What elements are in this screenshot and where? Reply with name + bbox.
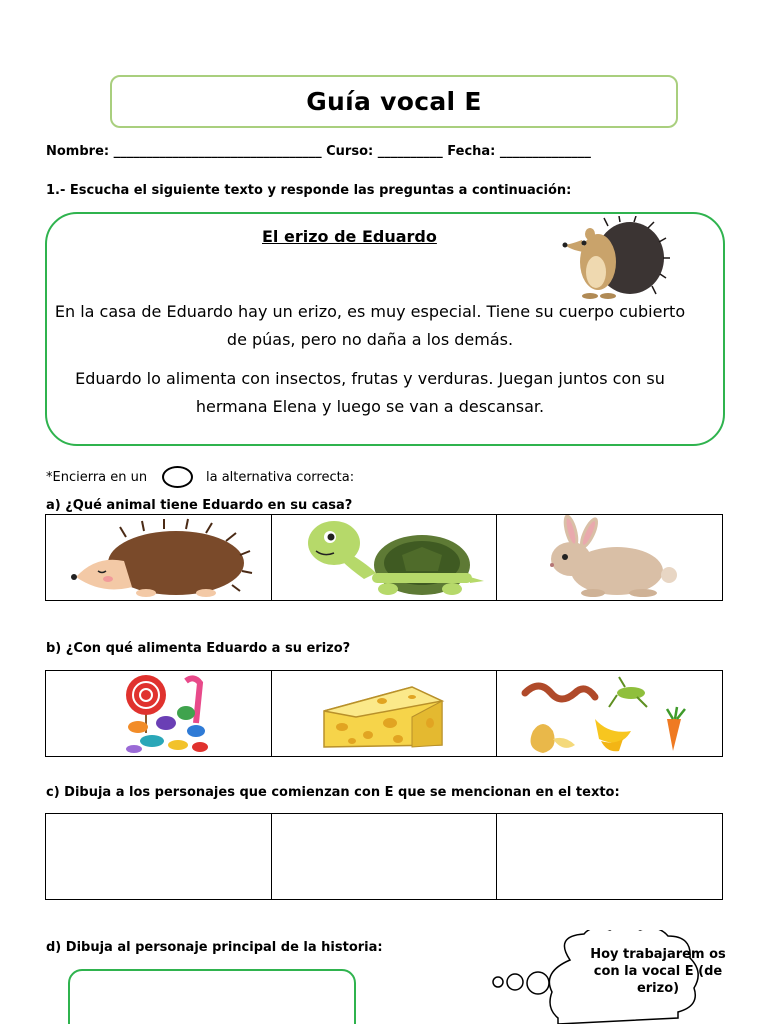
option-cheese[interactable] bbox=[272, 671, 498, 756]
question-c-text: c) Dibuja a los personajes que comienzan con E que se mencionan en el texto: bbox=[46, 785, 620, 800]
story-paragraph-2: Eduardo lo alimenta con insectos, frutas y verduras. Juegan juntos con su hermana Elena y luego se van a descansar. bbox=[75, 369, 665, 416]
insects-fruits-icon bbox=[497, 671, 722, 756]
hedgehog-illustration bbox=[560, 216, 670, 300]
question-1-text: 1.- Escucha el siguiente texto y responde las preguntas a continuación: bbox=[46, 183, 572, 198]
drawing-box-main-character[interactable] bbox=[68, 969, 356, 1024]
rabbit-icon bbox=[497, 515, 722, 600]
thought-bubble-text: Hoy trabajarem os con la vocal E (de erizo) bbox=[590, 947, 726, 996]
cheese-icon bbox=[272, 671, 497, 756]
hedgehog-icon bbox=[46, 515, 271, 600]
question-b-text: b) ¿Con qué alimenta Eduardo a su erizo? bbox=[46, 641, 351, 656]
story-title: El erizo de Eduardo bbox=[262, 227, 437, 246]
turtle-icon bbox=[272, 515, 497, 600]
question-a-options bbox=[45, 514, 723, 601]
instruction-before: *Encierra en un bbox=[46, 470, 148, 485]
circle-instruction bbox=[46, 470, 355, 485]
question-d-text: d) Dibuja al personaje principal de la historia: bbox=[46, 940, 383, 955]
option-turtle[interactable] bbox=[272, 515, 498, 600]
option-candies[interactable] bbox=[46, 671, 272, 756]
question-a-text: a) ¿Qué animal tiene Eduardo en su casa? bbox=[46, 498, 353, 513]
instruction-after: la alternativa correcta: bbox=[206, 470, 355, 485]
story-paragraph-1: En la casa de Eduardo hay un erizo, es muy especial. Tiene su cuerpo cubierto de púas, pero no daña a los demás. bbox=[54, 302, 686, 349]
drawing-box-2[interactable] bbox=[272, 814, 498, 899]
page-title: Guía vocal E bbox=[306, 87, 482, 116]
option-rabbit[interactable] bbox=[497, 515, 722, 600]
drawing-box-1[interactable] bbox=[46, 814, 272, 899]
circle-icon bbox=[162, 466, 193, 488]
question-b-options bbox=[45, 670, 723, 757]
option-hedgehog[interactable] bbox=[46, 515, 272, 600]
drawing-box-3[interactable] bbox=[497, 814, 722, 899]
title-box bbox=[110, 75, 678, 128]
question-c-drawing-boxes bbox=[45, 813, 723, 900]
student-info-line: Nombre: ________________________________ Curso: __________ Fecha: ______________ bbox=[46, 144, 591, 159]
candies-icon bbox=[46, 671, 271, 756]
option-insects-fruits-vegetables[interactable] bbox=[497, 671, 722, 756]
